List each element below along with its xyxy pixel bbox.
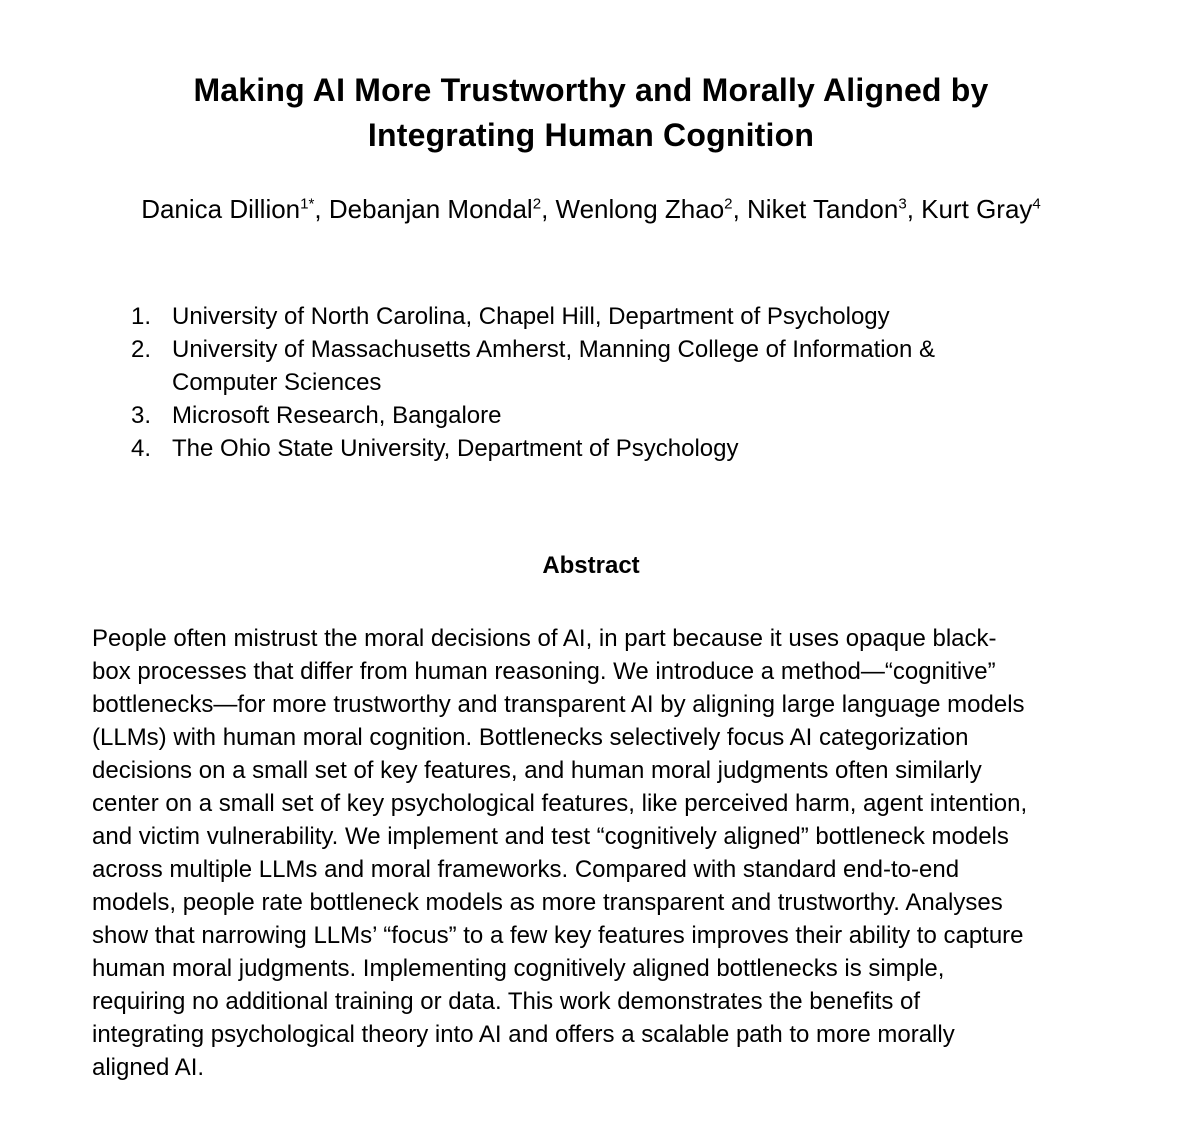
affiliation-list — [131, 300, 1182, 465]
abstract-line: People often mistrust the moral decisions of AI, in part because it uses opaque black- — [92, 625, 997, 652]
author-name: Debanjan Mondal$^2$ — [328, 194, 542, 224]
abstract-line: models, people rate bottleneck models as more transparent and trustworthy. Analyses — [92, 889, 1003, 916]
affiliation-text: The Ohio State University, Department of Psychology — [172, 435, 739, 462]
abstract-line: requiring no additional training or data. This work demonstrates the benefits of — [92, 988, 921, 1015]
affiliation-text: University of North Carolina, Chapel Hill, Department of Psychology — [172, 303, 890, 330]
abstract-line: integrating psychological theory into AI and offers a scalable path to more morally — [92, 1021, 955, 1048]
abstract-line: aligned AI. — [92, 1054, 205, 1081]
author-line: Danica Dillion$^{1*}$, Debanjan Mondal$^2$, Wenlong Zhao$^2$, Niket Tandon$^3$, Kurt Gray$^4$ — [141, 194, 1041, 224]
affiliation-number: 2. — [131, 336, 152, 363]
affiliation-item — [131, 333, 1182, 399]
author-superscript: 2 — [724, 195, 733, 213]
paper-title-line-1: Making AI More Trustworthy and Morally Aligned by — [193, 72, 989, 108]
author-superscript: 1* — [300, 195, 315, 213]
affiliation-item — [131, 399, 1182, 432]
author-name: Wenlong Zhao$^2$ — [555, 194, 733, 224]
affiliation-number: 1. — [131, 303, 152, 330]
affiliation-item — [131, 432, 1182, 465]
abstract-text — [92, 622, 1102, 1084]
abstract-heading: Abstract — [542, 552, 640, 579]
abstract-line: human moral judgments. Implementing cognitively aligned bottlenecks is simple, — [92, 955, 945, 982]
abstract-line: (LLMs) with human moral cognition. Bottlenecks selectively focus AI categorization — [92, 724, 969, 751]
abstract-line: show that narrowing LLMs’ “focus” to a few key features improves their ability to capture — [92, 922, 1024, 949]
paper-title — [0, 68, 1182, 158]
author-name: Niket Tandon$^3$ — [747, 194, 907, 224]
abstract-line: bottlenecks—for more trustworthy and transparent AI by aligning large language models — [92, 691, 1025, 718]
abstract-line: center on a small set of key psychological features, like perceived harm, agent intention, — [92, 790, 1028, 817]
abstract-line: across multiple LLMs and moral frameworks. Compared with standard end-to-end — [92, 856, 960, 883]
abstract-line: and victim vulnerability. We implement and test “cognitively aligned” bottleneck models — [92, 823, 1009, 850]
paper-title-line-2: Integrating Human Cognition — [367, 117, 815, 153]
affiliation-text: University of Massachusetts Amherst, Manning College of Information & Computer Sciences — [172, 336, 936, 396]
affiliation-text: Microsoft Research, Bangalore — [172, 402, 502, 429]
author-superscript: 2 — [532, 195, 542, 213]
affiliation-number: 3. — [131, 402, 152, 429]
affiliation-number: 4. — [131, 435, 152, 462]
abstract-line: box processes that differ from human reasoning. We introduce a method—“cognitive” — [92, 658, 996, 685]
author-name: Danica Dillion$^{1*}$ — [141, 194, 315, 224]
affiliation-item — [131, 300, 1182, 333]
abstract-line: decisions on a small set of key features, and human moral judgments often similarly — [92, 757, 982, 784]
author-superscript: 3 — [898, 195, 907, 213]
author-name: Kurt Gray$^4$ — [921, 194, 1041, 224]
author-superscript: 4 — [1032, 195, 1041, 213]
